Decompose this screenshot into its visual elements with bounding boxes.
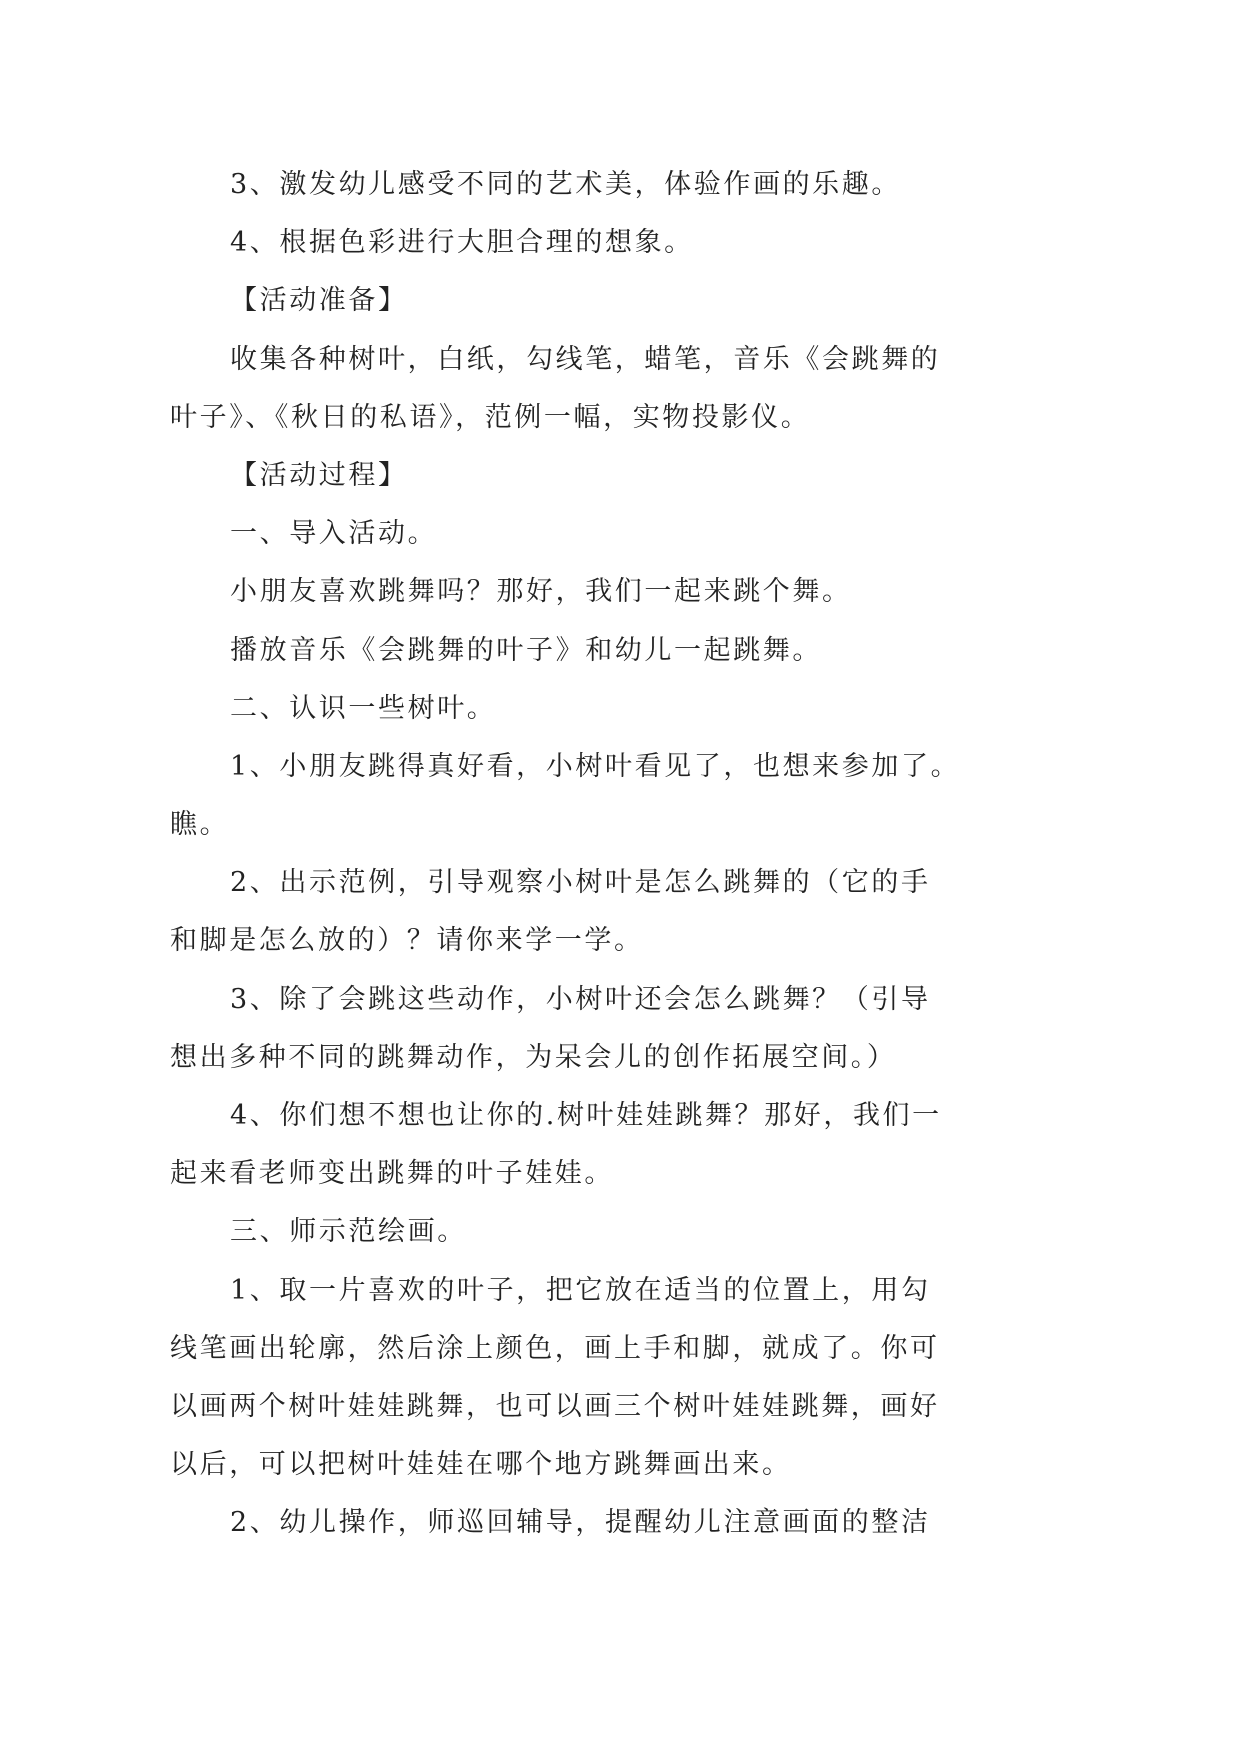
text-line: 2、出示范例，引导观察小树叶是怎么跳舞的（它的手 xyxy=(230,867,931,899)
text-line: 3、除了会跳这些动作，小树叶还会怎么跳舞？（引导 xyxy=(230,983,931,1015)
paragraph xyxy=(170,1203,1070,1261)
paragraph xyxy=(170,1087,1070,1203)
text-line: 以后，可以把树叶娃娃在哪个地方跳舞画出来。 xyxy=(170,1449,792,1481)
paragraph xyxy=(170,971,1070,1087)
paragraph xyxy=(170,563,1070,621)
section-heading: 【活动准备】 xyxy=(230,285,408,317)
text-line: 二、认识一些树叶。 xyxy=(230,692,497,724)
paragraph xyxy=(170,622,1070,680)
paragraph xyxy=(170,854,1070,970)
section-heading-process xyxy=(170,447,1070,505)
text-line: 三、师示范绘画。 xyxy=(230,1216,467,1248)
text-line: 4、根据色彩进行大胆合理的想象。 xyxy=(230,227,694,259)
text-line: 叶子》、《秋日的私语》，范例一幅，实物投影仪。 xyxy=(170,401,811,433)
text-line: 收集各种树叶，白纸，勾线笔，蜡笔，音乐《会跳舞的 xyxy=(230,343,941,375)
text-line: 1、取一片喜欢的叶子，把它放在适当的位置上，用勾 xyxy=(230,1274,931,1306)
paragraph xyxy=(170,1494,1070,1552)
paragraph xyxy=(170,680,1070,738)
paragraph xyxy=(170,1262,1070,1495)
section-heading-preparation xyxy=(170,272,1070,330)
text-line: 小朋友喜欢跳舞吗？那好，我们一起来跳个舞。 xyxy=(230,576,852,608)
text-line: 1、小朋友跳得真好看，小树叶看见了，也想来参加了。 xyxy=(230,750,961,782)
text-line: 想出多种不同的跳舞动作，为呆会儿的创作拓展空间。） xyxy=(170,1041,897,1073)
paragraph xyxy=(170,738,1070,854)
text-line: 4、你们想不想也让你的.树叶娃娃跳舞？那好，我们一 xyxy=(230,1100,942,1131)
paragraph xyxy=(170,505,1070,563)
section-heading: 【活动过程】 xyxy=(230,459,408,491)
text-line: 3、激发幼儿感受不同的艺术美，体验作画的乐趣。 xyxy=(230,169,901,200)
paragraph xyxy=(170,331,1070,447)
text-line: 瞧。 xyxy=(170,809,230,841)
document-body xyxy=(170,156,1070,1553)
text-line: 播放音乐《会跳舞的叶子》和幼儿一起跳舞。 xyxy=(230,634,822,666)
text-line: 以画两个树叶娃娃跳舞，也可以画三个树叶娃娃跳舞，画好 xyxy=(170,1390,940,1422)
text-line: 2、幼儿操作，师巡回辅导，提醒幼儿注意画面的整洁 xyxy=(230,1507,931,1539)
text-line: 线笔画出轮廓，然后涂上颜色，画上手和脚，就成了。你可 xyxy=(170,1332,940,1364)
paragraph xyxy=(170,214,1070,272)
paragraph xyxy=(170,156,1070,214)
text-line: 一、导入活动。 xyxy=(230,518,438,550)
text-line: 起来看老师变出跳舞的叶子娃娃。 xyxy=(170,1158,614,1190)
text-line: 和脚是怎么放的）？请你来学一学。 xyxy=(170,925,644,957)
